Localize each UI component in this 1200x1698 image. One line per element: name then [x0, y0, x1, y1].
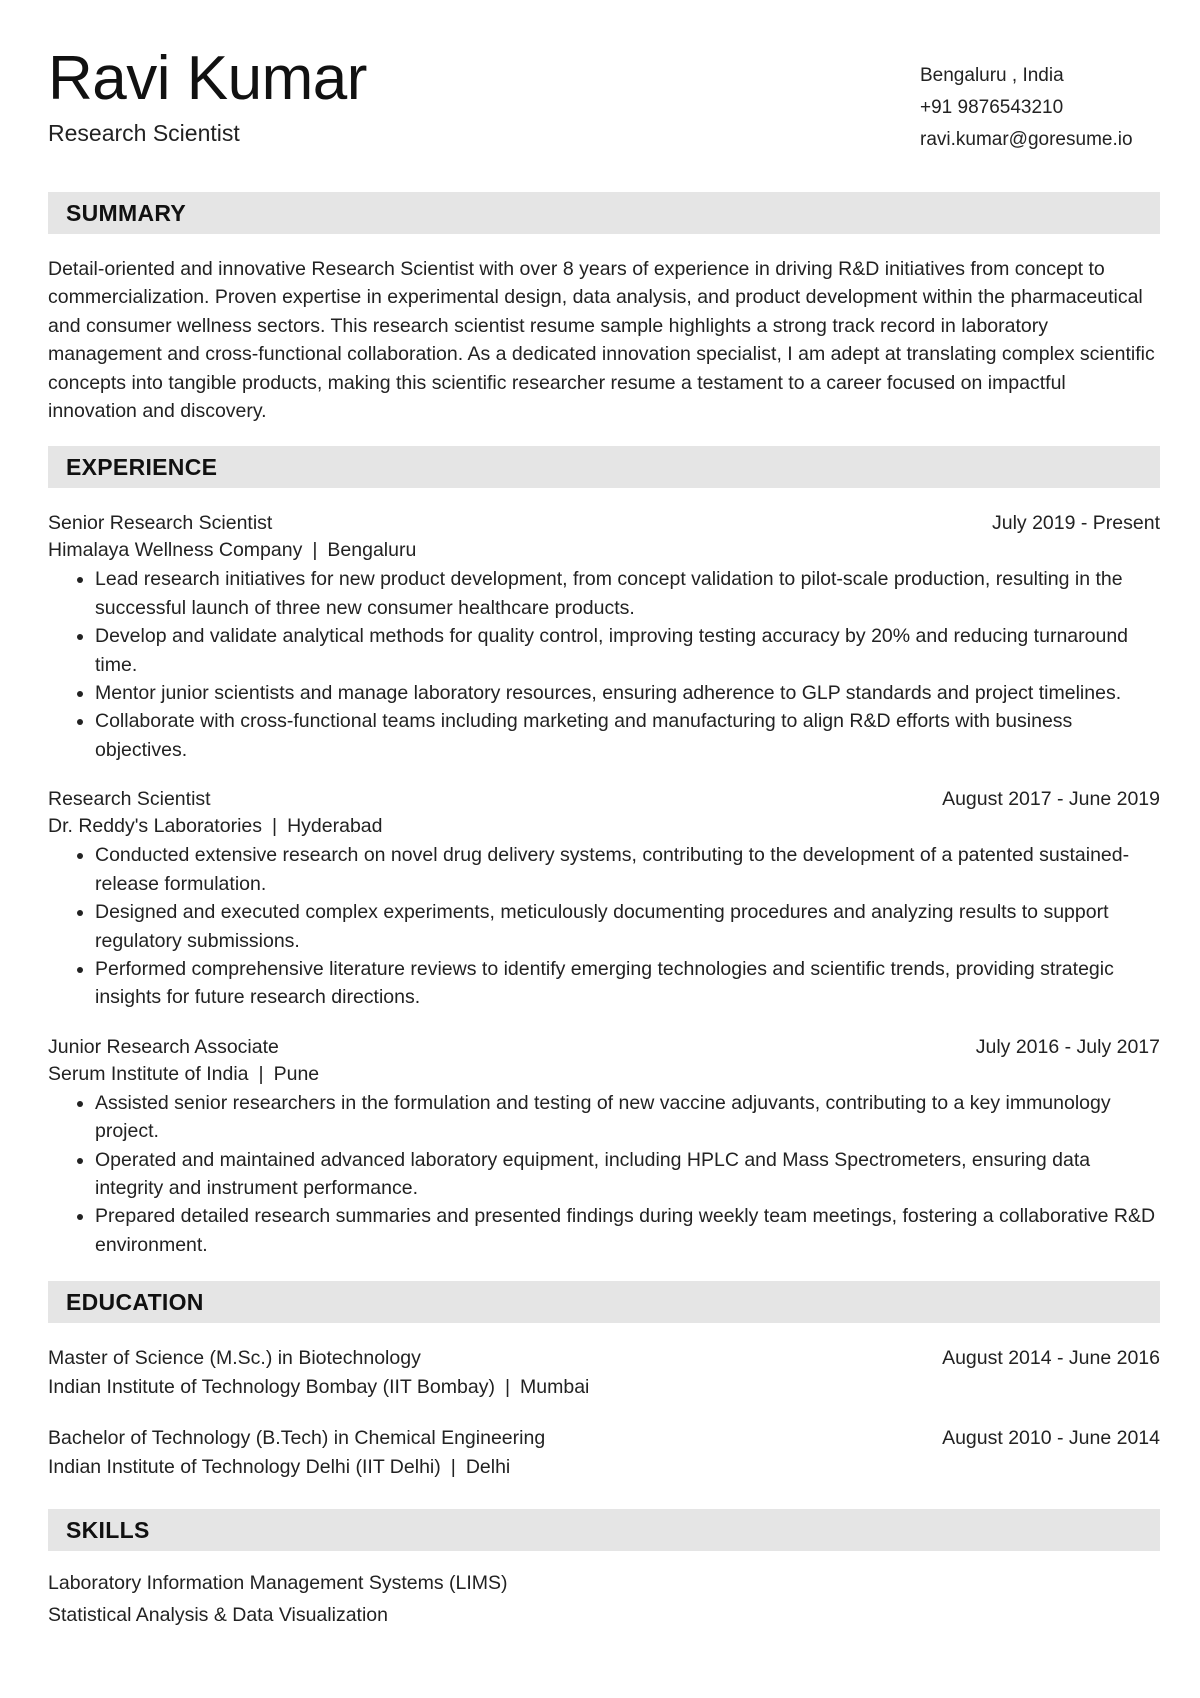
job-location: Pune [273, 1062, 320, 1085]
job-bullet: • Performed comprehensive literature reviews to identify emerging technologies and scientific trends, providing strategic insights for future research directions. [95, 955, 1160, 1012]
job-location: Hyderabad [287, 815, 383, 838]
education-header [48, 1425, 1160, 1452]
job-bullets [48, 565, 1160, 764]
education-degree: Master of Science (M.Sc.) in Biotechnology [48, 1347, 421, 1370]
education-school: Indian Institute of Technology Bombay (IIT Bombay) [48, 1376, 495, 1399]
education-heading: EDUCATION [48, 1281, 1160, 1323]
job-bullets [48, 841, 1160, 1011]
job-bullet: • Operated and maintained advanced laboratory equipment, including HPLC and Mass Spectrometers, ensuring data integrity and instrument performance. [95, 1146, 1160, 1203]
job-bullet: • Assisted senior researchers in the formulation and testing of new vaccine adjuvants, contributing to a key immunology project. [95, 1089, 1160, 1146]
education-dates: August 2014 - June 2016 [942, 1347, 1160, 1370]
education-location: Mumbai [520, 1376, 590, 1399]
separator: | [450, 1456, 456, 1479]
separator: | [312, 539, 318, 562]
skill-item: Laboratory Information Management Systems (LIMS) [48, 1572, 508, 1595]
skills-list [48, 1567, 1160, 1631]
job-company-line [48, 537, 1160, 564]
job-company: Dr. Reddy's Laboratories [48, 815, 262, 838]
job-bullet: • Collaborate with cross-functional teams including marketing and manufacturing to align R&D efforts with business objectives. [95, 707, 1160, 764]
job-bullet: • Conducted extensive research on novel drug delivery systems, contributing to the development of a patented sustained-release formulation. [95, 841, 1160, 898]
education-location: Delhi [465, 1456, 511, 1479]
education-school-line [48, 1372, 1160, 1403]
skills-heading: SKILLS [48, 1509, 1160, 1551]
contact-email[interactable]: ravi.kumar@goresume.io [920, 129, 1133, 150]
education-degree: Bachelor of Technology (B.Tech) in Chemical Engineering [48, 1427, 546, 1450]
job-company-line [48, 813, 1160, 840]
education-entry [48, 1345, 1160, 1403]
skill-item: Statistical Analysis & Data Visualization [48, 1604, 388, 1627]
job-entry [48, 786, 1160, 1011]
education-dates: August 2010 - June 2014 [942, 1427, 1160, 1450]
job-bullet: • Lead research initiatives for new product development, from concept validation to pilot-scale production, resulting in the successful launch of three new consumer healthcare products. [95, 565, 1160, 622]
job-header [48, 510, 1160, 537]
job-company: Himalaya Wellness Company [48, 539, 303, 562]
contact-info [920, 60, 1160, 156]
job-entry [48, 510, 1160, 764]
separator: | [504, 1376, 511, 1399]
job-company-line [48, 1061, 1160, 1088]
education-entry [48, 1425, 1160, 1483]
summary-heading: SUMMARY [48, 192, 1160, 234]
summary-text: Detail-oriented and innovative Research Scientist with over 8 years of experience in driving R&D initiatives from concept to commercialization. Proven expertise in experimental design, data analysis, and product development within the pharmaceutical and consumer wellness sectors. This research scientist resume sample highlights a strong track record in laboratory management and cross-functional collaboration. As a dedicated innovation specialist, I am adept at translating complex scientific concepts into tangible products, making this scientific researcher resume a testament to a career focused on impactful innovation and discovery. [48, 258, 1155, 423]
resume-page [48, 40, 1160, 1631]
job-entry [48, 1034, 1160, 1259]
job-company: Serum Institute of India [48, 1062, 249, 1085]
job-role: Research Scientist [48, 788, 211, 811]
job-bullet: • Prepared detailed research summaries and presented findings during weekly team meetings, fostering a collaborative R&D environment. [95, 1202, 1160, 1259]
education-header [48, 1345, 1160, 1372]
contact-phone: +91 9876543210 [920, 97, 1064, 118]
job-bullet: • Designed and executed complex experiments, meticulously documenting procedures and analyzing results to support regulatory submissions. [95, 898, 1160, 955]
job-location: Bengaluru [327, 539, 417, 562]
candidate-title: Research Scientist [48, 120, 240, 146]
resume-header [48, 44, 1160, 188]
job-bullet: • Develop and validate analytical methods for quality control, improving testing accuracy by 20% and reducing turnaround time. [95, 622, 1160, 679]
job-bullet: • Mentor junior scientists and manage laboratory resources, ensuring adherence to GLP standards and project timelines. [95, 679, 1160, 707]
contact-location: Bengaluru , India [920, 65, 1064, 86]
education-school-line [48, 1452, 1160, 1483]
job-dates: July 2016 - July 2017 [975, 1035, 1160, 1058]
job-role: Junior Research Associate [48, 1035, 279, 1058]
job-dates: July 2019 - Present [991, 512, 1160, 535]
experience-heading: EXPERIENCE [48, 446, 1160, 488]
job-role: Senior Research Scientist [48, 512, 273, 535]
separator: | [272, 815, 278, 838]
job-header [48, 1034, 1160, 1061]
job-bullets [48, 1089, 1160, 1259]
candidate-name: Ravi Kumar [48, 44, 367, 113]
job-header [48, 786, 1160, 813]
job-dates: August 2017 - June 2019 [942, 788, 1160, 811]
education-school: Indian Institute of Technology Delhi (IIT Delhi) [48, 1456, 441, 1479]
separator: | [258, 1062, 264, 1085]
